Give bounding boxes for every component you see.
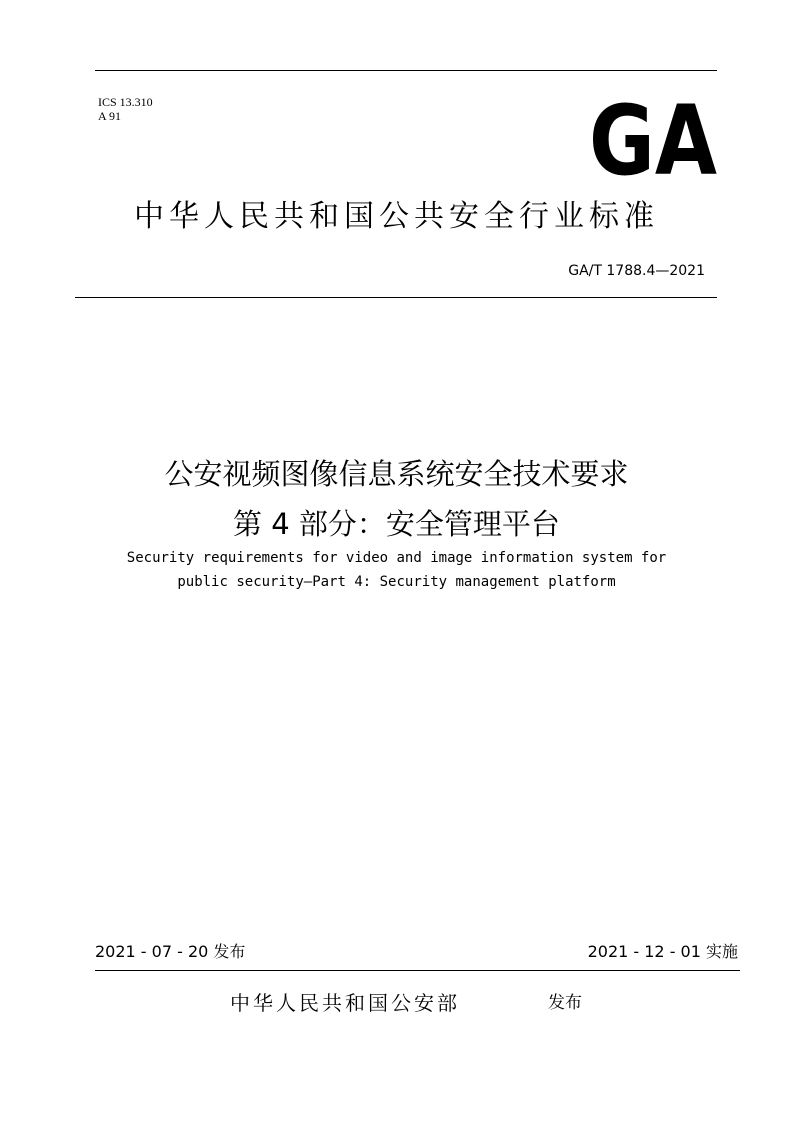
bottom-rule <box>95 970 740 971</box>
issue-label: 发布 <box>548 993 582 1013</box>
middle-rule <box>75 297 717 298</box>
implementation-date: 2021 - 12 - 01 实施 <box>587 942 738 961</box>
chinese-title-line2: 第 4 部分：安全管理平台 <box>233 507 560 541</box>
issue-date: 2021 - 07 - 20 发布 <box>95 942 246 961</box>
classification-codes <box>98 95 153 123</box>
standard-code: GA/T 1788.4—2021 <box>568 263 705 279</box>
top-rule <box>95 70 717 71</box>
ga-logo-text: GA <box>589 85 717 197</box>
issuing-authority: 中华人民共和国公安部 <box>230 991 460 1015</box>
ics-code: ICS 13.310 <box>98 95 153 109</box>
chinese-title-line1: 公安视频图像信息系统安全技术要求 <box>164 457 629 491</box>
ccs-code: A 91 <box>98 109 122 123</box>
english-title-line2: public security—Part 4: Security management platform <box>177 574 616 590</box>
ga-logo <box>588 85 718 197</box>
standard-type-title: 中华人民共和国公共安全行业标准 <box>134 199 659 234</box>
english-title-line1: Security requirements for video and image information system for <box>126 550 667 566</box>
